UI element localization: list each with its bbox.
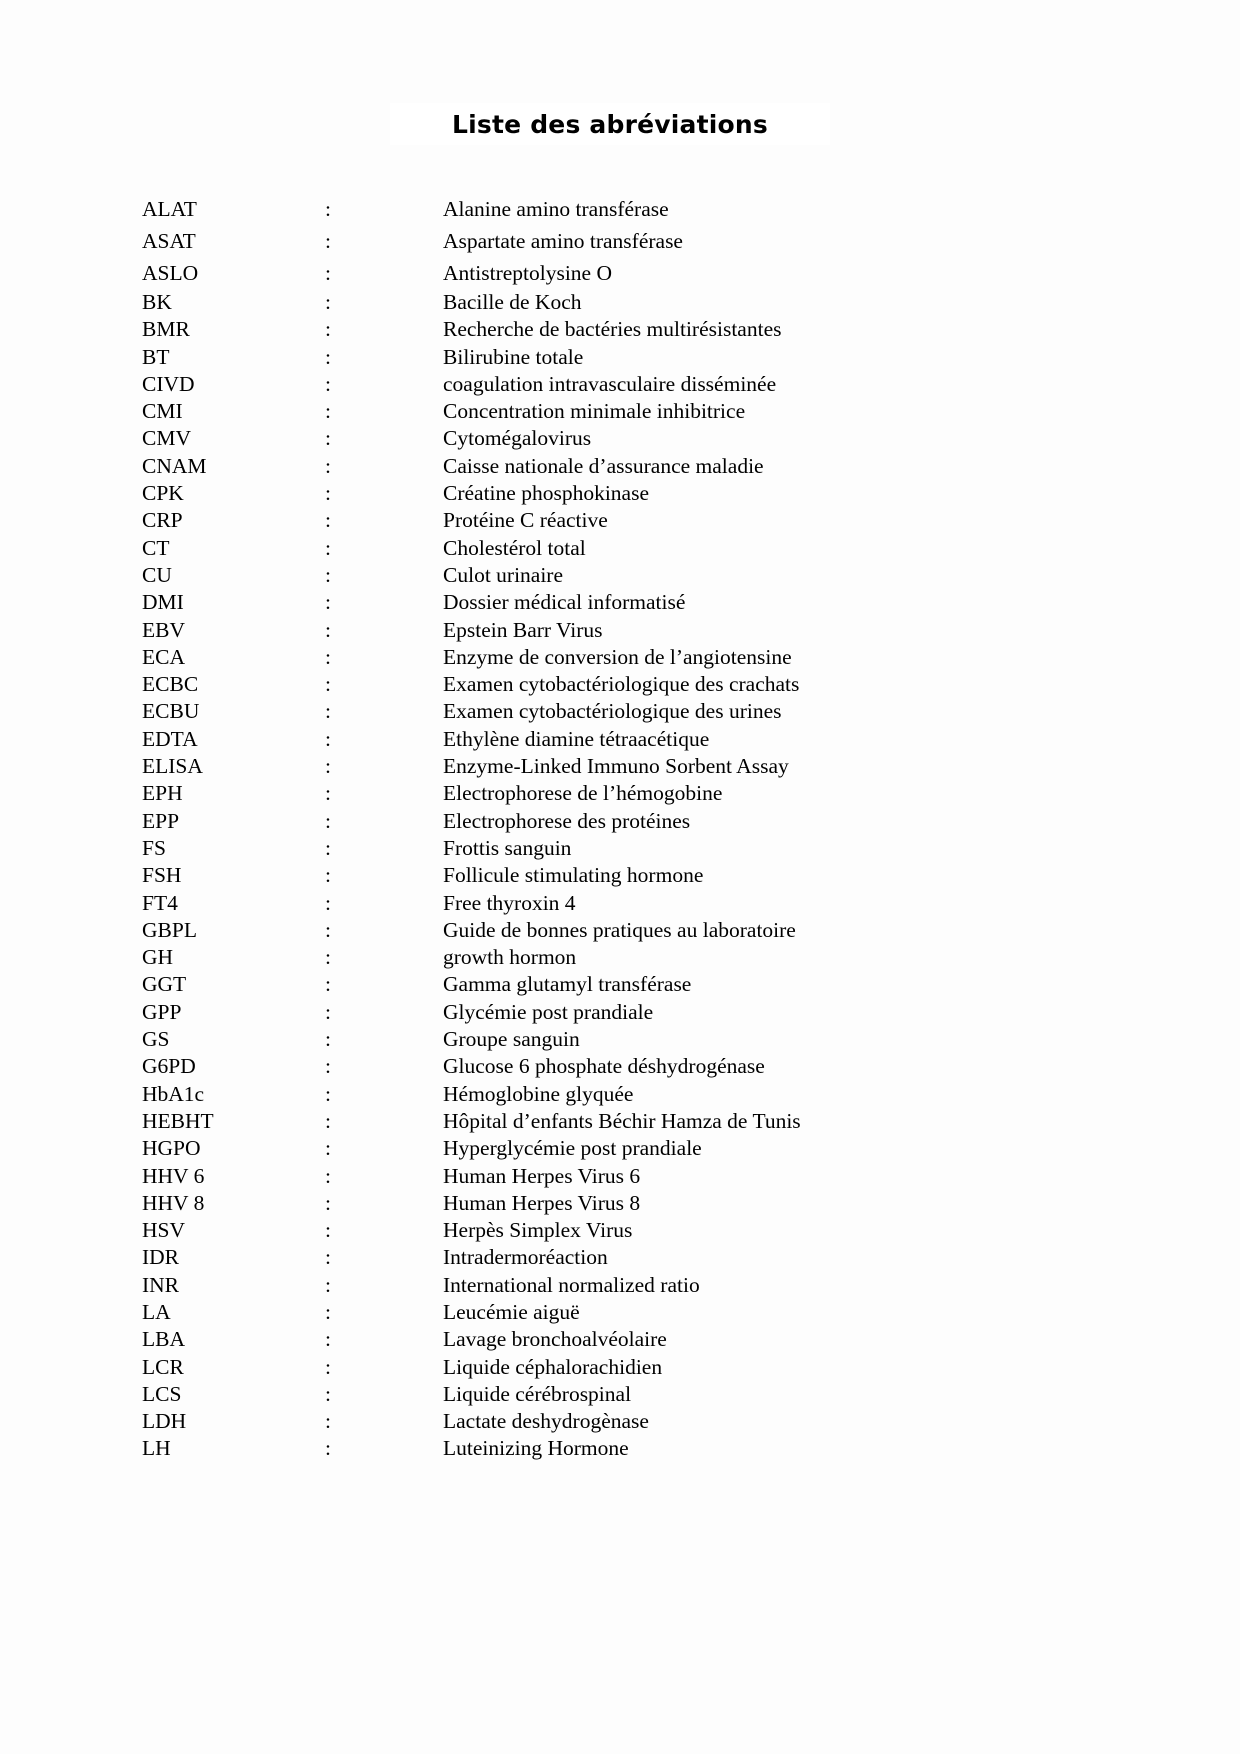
table-row: [142, 944, 1042, 971]
abbreviation-term: FSH: [142, 863, 182, 888]
page-title-band: [390, 103, 830, 145]
table-row: [142, 671, 1042, 698]
abbreviation-term: BK: [142, 290, 172, 314]
abbreviation-term: CU: [142, 562, 172, 587]
abbreviation-term: CIVD: [142, 371, 195, 396]
abbreviation-definition: Dossier médical informatisé: [443, 590, 686, 615]
abbreviation-term: ALAT: [142, 197, 197, 221]
abbreviation-term: CMV: [142, 426, 191, 451]
abbreviation-term: LH: [142, 1436, 171, 1461]
table-row: [142, 562, 1042, 589]
table-row: [142, 1299, 1042, 1326]
table-row: [142, 890, 1042, 917]
table-row: [142, 644, 1042, 671]
abbreviation-term: LBA: [142, 1327, 185, 1352]
table-row: [142, 1081, 1042, 1108]
table-row: [142, 1217, 1042, 1244]
abbreviation-definition: coagulation intravasculaire disséminée: [443, 371, 777, 396]
abbreviation-definition: Frottis sanguin: [443, 835, 572, 860]
abbreviation-separator: :: [325, 535, 331, 560]
table-row: [142, 453, 1042, 480]
page-title: Liste des abréviations: [452, 109, 768, 139]
abbreviation-definition: Cytomégalovirus: [443, 426, 592, 451]
abbreviation-term: INR: [142, 1272, 180, 1297]
abbreviation-term: LCS: [142, 1381, 182, 1406]
table-row: [142, 1244, 1042, 1271]
table-row: [142, 1135, 1042, 1162]
abbreviation-separator: :: [325, 999, 331, 1024]
abbreviation-separator: :: [325, 835, 331, 860]
abbreviation-term: CPK: [142, 481, 184, 506]
abbreviation-separator: :: [325, 1409, 331, 1434]
abbreviation-term: LDH: [142, 1409, 187, 1434]
abbreviation-definition: Enzyme-Linked Immuno Sorbent Assay: [443, 754, 789, 779]
abbreviation-term: BT: [142, 344, 170, 369]
abbreviation-term: EDTA: [142, 726, 198, 751]
abbreviation-definition: Groupe sanguin: [443, 1027, 580, 1052]
abbreviation-definition: Lavage bronchoalvéolaire: [443, 1327, 667, 1352]
abbreviation-separator: :: [325, 426, 331, 451]
abbreviation-separator: :: [325, 562, 331, 587]
abbreviation-separator: :: [325, 371, 331, 396]
abbreviation-term: GBPL: [142, 917, 197, 942]
table-row: [142, 1108, 1042, 1135]
abbreviation-separator: :: [325, 1381, 331, 1406]
abbreviation-separator: :: [325, 808, 331, 833]
abbreviation-term: HEBHT: [142, 1108, 214, 1133]
abbreviation-term: ECBU: [142, 699, 200, 724]
table-row: [142, 589, 1042, 616]
table-row: [142, 698, 1042, 725]
abbreviation-definition: Electrophorese des protéines: [443, 808, 691, 833]
abbreviation-separator: :: [325, 1354, 331, 1379]
abbreviation-definition: Bacille de Koch: [443, 290, 582, 314]
table-row: [142, 225, 1042, 257]
abbreviation-definition: Aspartate amino transférase: [443, 229, 683, 253]
abbreviation-term: ECA: [142, 644, 185, 669]
abbreviation-separator: :: [325, 863, 331, 888]
table-row: [142, 808, 1042, 835]
abbreviation-separator: :: [325, 344, 331, 369]
abbreviation-separator: :: [325, 890, 331, 915]
table-row: [142, 257, 1042, 289]
abbreviation-term: ECBC: [142, 672, 199, 697]
abbreviation-term: EBV: [142, 617, 185, 642]
abbreviation-term: G6PD: [142, 1054, 196, 1079]
abbreviation-definition: Culot urinaire: [443, 562, 564, 587]
abbreviation-definition: Hémoglobine glyquée: [443, 1081, 634, 1106]
table-row: [142, 1354, 1042, 1381]
abbreviation-term: CT: [142, 535, 170, 560]
abbreviation-definition: Hyperglycémie post prandiale: [443, 1136, 702, 1161]
abbreviation-term: LCR: [142, 1354, 184, 1379]
abbreviation-definition: Herpès Simplex Virus: [443, 1218, 633, 1243]
abbreviation-definition: Examen cytobactériologique des urines: [443, 699, 782, 724]
abbreviation-definition: Concentration minimale inhibitrice: [443, 399, 746, 424]
table-row: [142, 371, 1042, 398]
abbreviation-separator: :: [325, 945, 331, 970]
table-row: [142, 316, 1042, 343]
abbreviation-definition: Guide de bonnes pratiques au laboratoire: [443, 917, 796, 942]
abbreviation-separator: :: [325, 1027, 331, 1052]
abbreviation-separator: :: [325, 1272, 331, 1297]
abbreviation-term: HHV 6: [142, 1163, 205, 1188]
table-row: [142, 1163, 1042, 1190]
table-row: [142, 507, 1042, 534]
table-row: [142, 971, 1042, 998]
abbreviation-separator: :: [325, 261, 331, 285]
abbreviation-separator: :: [325, 1436, 331, 1461]
abbreviation-separator: :: [325, 399, 331, 424]
abbreviation-separator: :: [325, 1327, 331, 1352]
abbreviation-separator: :: [325, 781, 331, 806]
abbreviation-separator: :: [325, 644, 331, 669]
abbreviation-definition: Enzyme de conversion de l’angiotensine: [443, 644, 792, 669]
abbreviation-separator: :: [325, 1081, 331, 1106]
abbreviation-separator: :: [325, 1054, 331, 1079]
abbreviation-term: DMI: [142, 590, 184, 615]
abbreviation-definition: Epstein Barr Virus: [443, 617, 603, 642]
abbreviation-definition: Follicule stimulating hormone: [443, 863, 704, 888]
abbreviation-definition: Glucose 6 phosphate déshydrogénase: [443, 1054, 765, 1079]
abbreviation-separator: :: [325, 1136, 331, 1161]
abbreviations-table: [142, 193, 1042, 1463]
abbreviation-definition: Free thyroxin 4: [443, 890, 576, 915]
abbreviation-term: HSV: [142, 1218, 186, 1243]
abbreviation-definition: Bilirubine totale: [443, 344, 584, 369]
abbreviation-definition: Gamma glutamyl transférase: [443, 972, 692, 997]
abbreviation-term: IDR: [142, 1245, 180, 1270]
abbreviation-separator: :: [325, 508, 331, 533]
abbreviation-term: GGT: [142, 972, 187, 997]
abbreviation-definition: Human Herpes Virus 6: [443, 1163, 641, 1188]
abbreviation-separator: :: [325, 1299, 331, 1324]
table-row: [142, 1326, 1042, 1353]
table-row: [142, 535, 1042, 562]
abbreviation-definition: Luteinizing Hormone: [443, 1436, 629, 1461]
table-row: [142, 1435, 1042, 1462]
table-row: [142, 289, 1042, 316]
abbreviation-definition: Examen cytobactériologique des crachats: [443, 672, 800, 697]
abbreviation-term: HbA1c: [142, 1081, 205, 1106]
abbreviation-separator: :: [325, 453, 331, 478]
abbreviation-definition: Liquide cérébrospinal: [443, 1381, 632, 1406]
abbreviation-separator: :: [325, 229, 331, 253]
abbreviation-definition: growth hormon: [443, 945, 577, 970]
abbreviation-definition: Hôpital d’enfants Béchir Hamza de Tunis: [443, 1108, 801, 1133]
abbreviation-term: FS: [142, 835, 166, 860]
abbreviation-definition: Lactate deshydrogènase: [443, 1409, 649, 1434]
abbreviation-definition: Créatine phosphokinase: [443, 481, 649, 506]
abbreviation-definition: Ethylène diamine tétraacétique: [443, 726, 710, 751]
abbreviation-term: LA: [142, 1299, 171, 1324]
abbreviation-separator: :: [325, 197, 331, 221]
abbreviation-definition: Intradermoréaction: [443, 1245, 608, 1270]
abbreviation-term: HGPO: [142, 1136, 201, 1161]
abbreviation-term: BMR: [142, 317, 190, 342]
abbreviation-term: EPH: [142, 781, 183, 806]
abbreviation-definition: Leucémie aiguë: [443, 1299, 580, 1324]
table-row: [142, 344, 1042, 371]
abbreviation-definition: Human Herpes Virus 8: [443, 1190, 641, 1215]
abbreviation-term: EPP: [142, 808, 180, 833]
table-row: [142, 617, 1042, 644]
abbreviation-term: CMI: [142, 399, 183, 424]
abbreviation-term: HHV 8: [142, 1190, 205, 1215]
table-row: [142, 835, 1042, 862]
table-row: [142, 780, 1042, 807]
table-row: [142, 726, 1042, 753]
abbreviation-definition: Recherche de bactéries multirésistantes: [443, 317, 782, 342]
abbreviation-term: ASAT: [142, 229, 196, 253]
abbreviation-separator: :: [325, 617, 331, 642]
table-row: [142, 862, 1042, 889]
table-row: [142, 753, 1042, 780]
table-row: [142, 193, 1042, 225]
table-row: [142, 1190, 1042, 1217]
abbreviation-definition: Alanine amino transférase: [443, 197, 669, 221]
abbreviation-definition: International normalized ratio: [443, 1272, 700, 1297]
abbreviation-separator: :: [325, 1108, 331, 1133]
abbreviation-separator: :: [325, 754, 331, 779]
table-row: [142, 917, 1042, 944]
table-row: [142, 425, 1042, 452]
abbreviation-term: CNAM: [142, 453, 207, 478]
abbreviation-definition: Protéine C réactive: [443, 508, 608, 533]
table-row: [142, 1053, 1042, 1080]
abbreviation-term: FT4: [142, 890, 178, 915]
abbreviation-definition: Cholestérol total: [443, 535, 586, 560]
table-row: [142, 999, 1042, 1026]
table-row: [142, 1272, 1042, 1299]
abbreviation-separator: :: [325, 917, 331, 942]
abbreviation-separator: :: [325, 290, 331, 314]
abbreviation-definition: Caisse nationale d’assurance maladie: [443, 453, 764, 478]
abbreviation-separator: :: [325, 726, 331, 751]
abbreviation-separator: :: [325, 481, 331, 506]
abbreviation-separator: :: [325, 1245, 331, 1270]
abbreviation-definition: Liquide céphalorachidien: [443, 1354, 663, 1379]
abbreviation-separator: :: [325, 672, 331, 697]
abbreviation-definition: Antistreptolysine O: [443, 261, 612, 285]
abbreviation-separator: :: [325, 1218, 331, 1243]
table-row: [142, 1381, 1042, 1408]
abbreviation-separator: :: [325, 317, 331, 342]
abbreviation-term: ELISA: [142, 754, 203, 779]
abbreviation-term: GPP: [142, 999, 182, 1024]
abbreviation-term: CRP: [142, 508, 183, 533]
table-row: [142, 398, 1042, 425]
abbreviation-term: ASLO: [142, 261, 199, 285]
abbreviation-separator: :: [325, 590, 331, 615]
table-row: [142, 1026, 1042, 1053]
abbreviation-term: GH: [142, 945, 174, 970]
abbreviation-definition: Electrophorese de l’hémogobine: [443, 781, 723, 806]
table-row: [142, 480, 1042, 507]
table-row: [142, 1408, 1042, 1435]
abbreviation-definition: Glycémie post prandiale: [443, 999, 654, 1024]
abbreviation-separator: :: [325, 699, 331, 724]
abbreviation-separator: :: [325, 1190, 331, 1215]
abbreviation-separator: :: [325, 972, 331, 997]
abbreviation-term: GS: [142, 1027, 170, 1052]
abbreviation-separator: :: [325, 1163, 331, 1188]
